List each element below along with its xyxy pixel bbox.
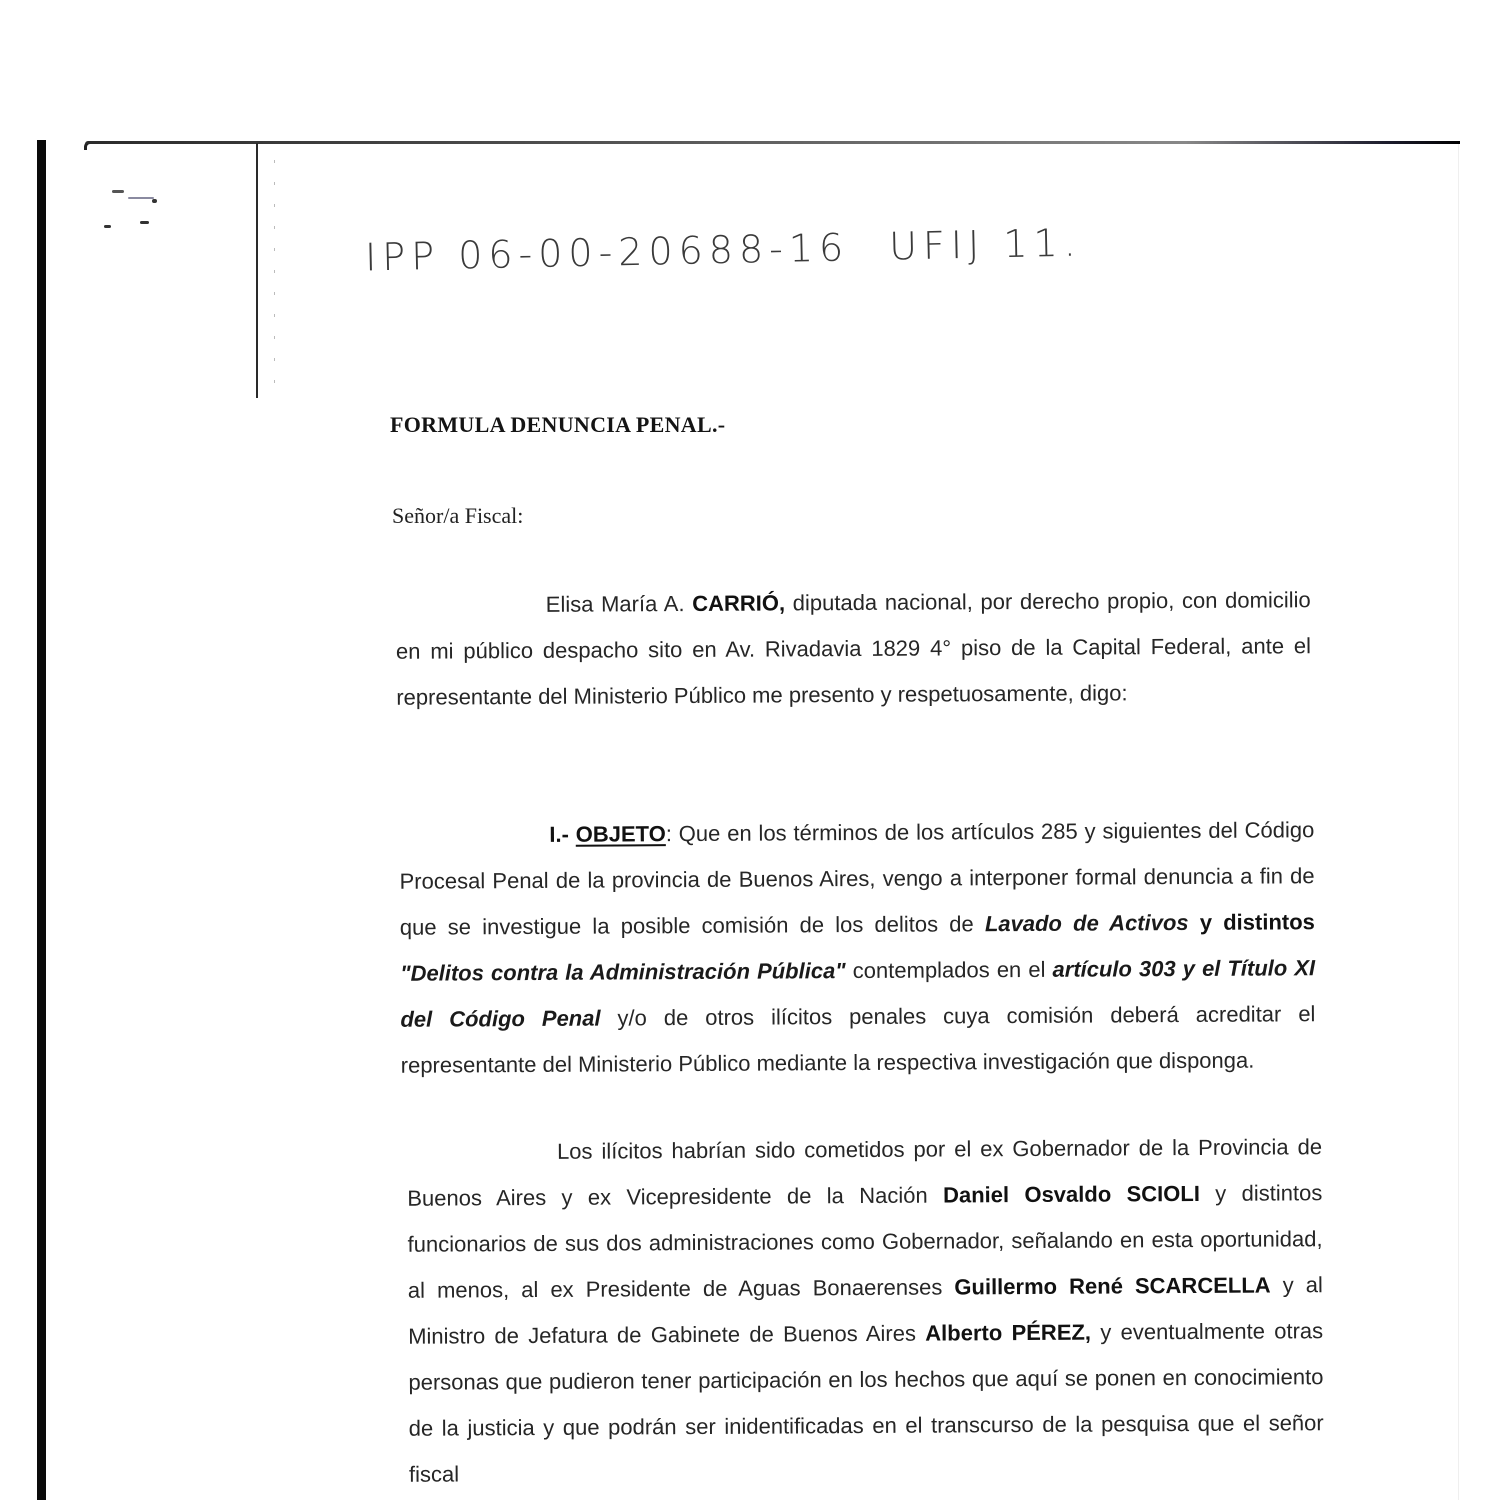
top-rule	[85, 141, 1460, 144]
case-unit: UFIJ 11.	[888, 220, 1083, 269]
indent	[396, 612, 546, 613]
text-bold: y distintos	[1188, 909, 1315, 935]
paragraph-objeto	[399, 807, 1316, 1089]
indent	[407, 1159, 557, 1160]
paragraph-presentation	[396, 577, 1312, 721]
document-title: FORMULA DENUNCIA PENAL.-	[390, 412, 726, 437]
person-name: Daniel Osvaldo SCIOLI	[942, 1180, 1200, 1208]
name-bold: CARRIÓ,	[692, 590, 786, 616]
text: diputada nacional, por derecho propio, con domicilio en mi público despacho sito en Av. Rivadavia 1829 4° piso de la Capital Federal, ante el representante del Ministerio Público me presento y respetuosamente, digo:	[395, 587, 1312, 710]
text: contemplados en el	[845, 956, 1053, 984]
text: Elisa María A.	[545, 590, 693, 617]
paragraph-accused	[407, 1124, 1324, 1498]
handwritten-case-number	[365, 220, 1083, 279]
ink-mark	[128, 197, 154, 199]
text: y eventualmente otras personas que pudieron tener participación en los hechos que aquí se ponen en conocimiento de la justicia y que podrán ser inidentificadas en el transcurso de la pesquisa que el señor fiscal	[408, 1318, 1324, 1487]
offense-name: "Delitos contra la Administración Pública"	[400, 958, 846, 986]
section-number: I.-	[549, 821, 576, 847]
salutation: Señor/a Fiscal:	[392, 503, 524, 528]
text: : Que en los términos de los artículos 285 y siguientes del Código Procesal Penal de la provincia de Buenos Aires, vengo a interponer formal denuncia a fin de que se investigue la posible comisión de los delitos de	[399, 817, 1315, 940]
margin-dotted-line	[274, 160, 275, 400]
case-number: IPP 06-00-20688-16	[364, 225, 850, 280]
scan-edge-bar	[37, 140, 46, 1500]
ink-mark	[140, 221, 149, 224]
person-name: Guillermo René SCARCELLA	[954, 1272, 1271, 1300]
offense-name: Lavado de Activos	[984, 909, 1189, 937]
person-name: Alberto PÉREZ,	[925, 1319, 1092, 1346]
text: y distintos funcionarios de sus dos administraciones como Gobernador, señalando en esta oportunidad, al menos, al ex Presidente de Aguas Bonaerenses	[407, 1180, 1323, 1303]
scan-right-edge	[1458, 144, 1459, 1500]
ink-mark	[112, 190, 124, 193]
legal-reference: artículo 303 y el Título XI del Código Penal	[400, 955, 1316, 1032]
text: y al Ministro de Jefatura de Gabinete de Buenos Aires	[408, 1272, 1323, 1349]
ink-mark	[152, 199, 157, 203]
margin-rule	[256, 143, 258, 398]
text: y/o de otros ilícitos penales cuya comisión deberá acreditar el representante del Ministerio Público mediante la respectiva investigación que disponga.	[400, 1001, 1316, 1078]
text: Los ilícitos habrían sido cometidos por el ex Gobernador de la Provincia de Buenos Aires y ex Vicepresidente de la Nación	[407, 1134, 1323, 1211]
indent	[399, 842, 549, 843]
ink-mark	[104, 225, 111, 228]
section-heading: OBJETO	[575, 821, 666, 847]
